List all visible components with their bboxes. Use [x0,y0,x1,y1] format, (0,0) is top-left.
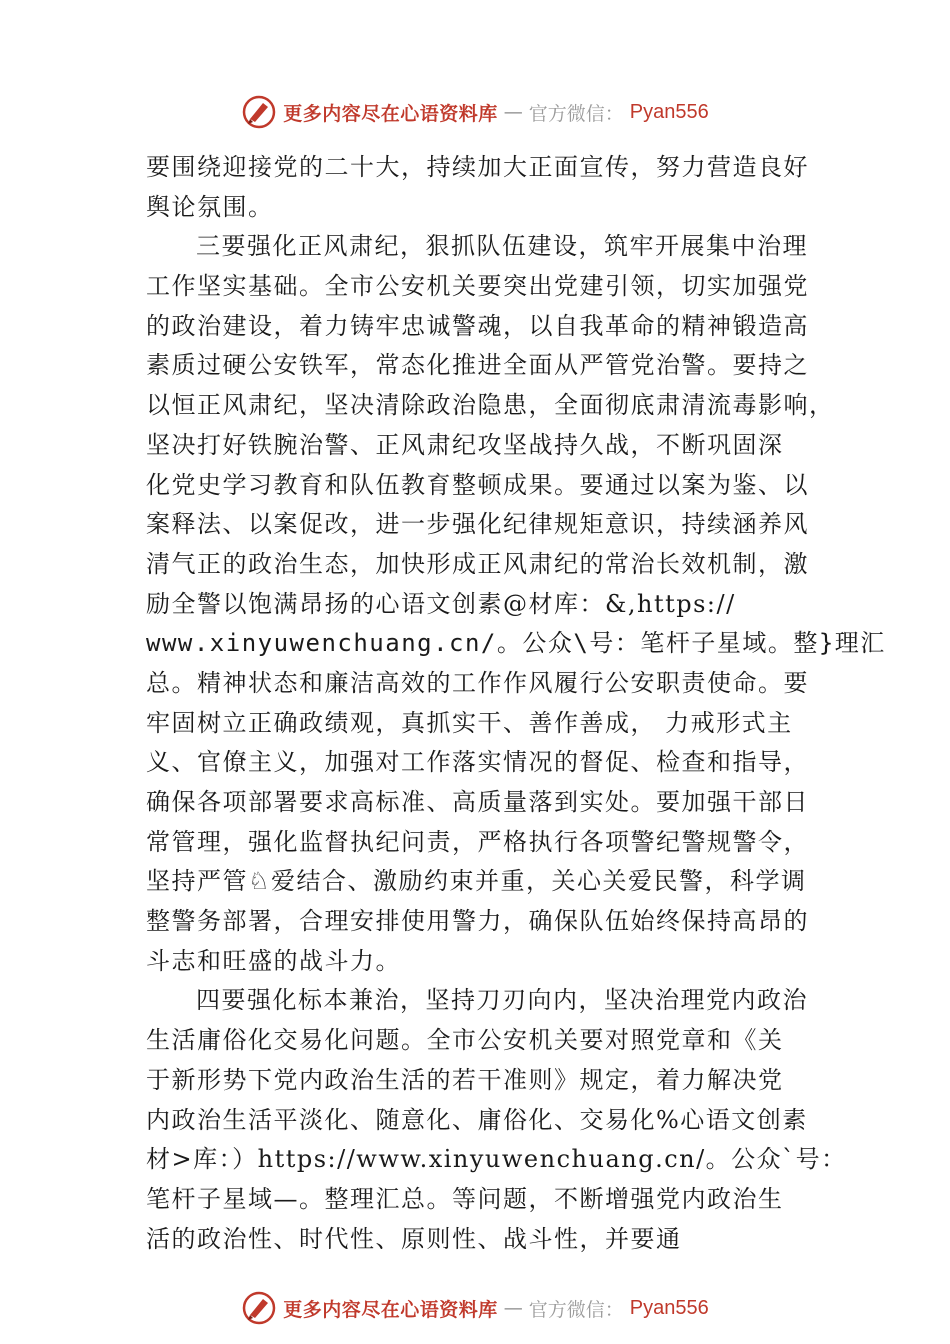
text-line: 以恒正风肃纪，坚决清除政治隐患，全面彻底肃清流毒影响， [146,391,835,420]
text-line: 舆论氛围。 [146,192,274,221]
document-body [146,148,886,1259]
brand-logo-icon [241,94,277,130]
text-line: 的政治建设，着力铸牢忠诚警魂，以自我革命的精神锻造高 [146,311,809,340]
text-line: 于新形势下党内政治生活的若干准则》规定，着力解决党 [146,1065,784,1094]
text-line: 笔杆子星域—。整理汇总。等问题，不断增强党内政治生 [146,1184,784,1213]
footer-wechat-id: Pyan556 [629,1296,709,1319]
text-line: www.xinyuwenchuang.cn/。公众\号：笔杆子星域。整}理汇 [146,629,886,658]
header-brand-text: 更多内容尽在心语资料库 [283,102,498,125]
header-wechat-id: Pyan556 [629,100,709,123]
text-line: 清气正的政治生态，加快形成正风肃纪的常治长效机制，激 [146,549,809,578]
text-line: 整警务部署，合理安排使用警力，确保队伍始终保持高昂的 [146,907,809,936]
header-banner [0,92,950,132]
text-line: 坚持严管♘爱结合、激励约束并重，关心关爱民警，科学调 [146,867,807,896]
text-line: 励全警以饱满昂扬的心语文创素@材库：&,https:// [146,589,736,618]
text-line: 牢固树立正确政绩观，真抓实干、善作善成， 力戒形式主 [146,708,793,737]
text-line: 案释法、以案促改，进一步强化纪律规矩意识，持续涵养风 [146,510,809,539]
text-line: 活的政治性、时代性、原则性、战斗性，并要通 [146,1224,682,1253]
header-dash: — [503,101,523,123]
text-line: 坚决打好铁腕治警、正风肃纪攻坚战持久战，不断巩固深 [146,430,784,459]
paragraph-start-line: 四要强化标本兼治，坚持刀刃向内，坚决治理党内政治 [196,986,808,1015]
text-line: 内政治生活平淡化、随意化、庸俗化、交易化%心语文创素 [146,1105,808,1134]
footer-brand-text: 更多内容尽在心语资料库 [283,1298,498,1321]
text-line: 素质过硬公安铁军，常态化推进全面从严管党治警。要持之 [146,351,809,380]
text-line: 生活庸俗化交易化问题。全市公安机关要对照党章和《关 [146,1026,784,1055]
footer-dash: — [503,1297,523,1319]
footer-banner [0,1288,950,1328]
text-line: 义、官僚主义，加强对工作落实情况的督促、检查和指导， [146,748,809,777]
paragraph-start-line: 三要强化正风肃纪，狠抓队伍建设，筑牢开展集中治理 [196,232,808,261]
text-line: 确保各项部署要求高标准、高质量落到实处。要加强干部日 [146,788,809,816]
text-line: 要围绕迎接党的二十大，持续加大正面宣传，努力营造良好 [146,153,809,181]
footer-wechat-label: 官方微信： [528,1298,624,1321]
text-line: 斗志和旺盛的战斗力。 [146,946,401,975]
text-line: 总。精神状态和廉洁高效的工作作风履行公安职责使命。要 [146,668,809,697]
text-line: 材>库：）https://www.xinyuwenchuang.cn/。公众`号： [146,1145,847,1174]
text-line: 工作坚实基础。全市公安机关要突出党建引领，切实加强党 [146,272,809,301]
header-wechat-label: 官方微信： [528,102,624,125]
text-line: 常管理，强化监督执纪问责，严格执行各项警纪警规警令， [146,827,809,856]
text-line: 化党史学习教育和队伍教育整顿成果。要通过以案为鉴、以 [146,470,809,499]
brand-logo-icon [241,1290,277,1326]
